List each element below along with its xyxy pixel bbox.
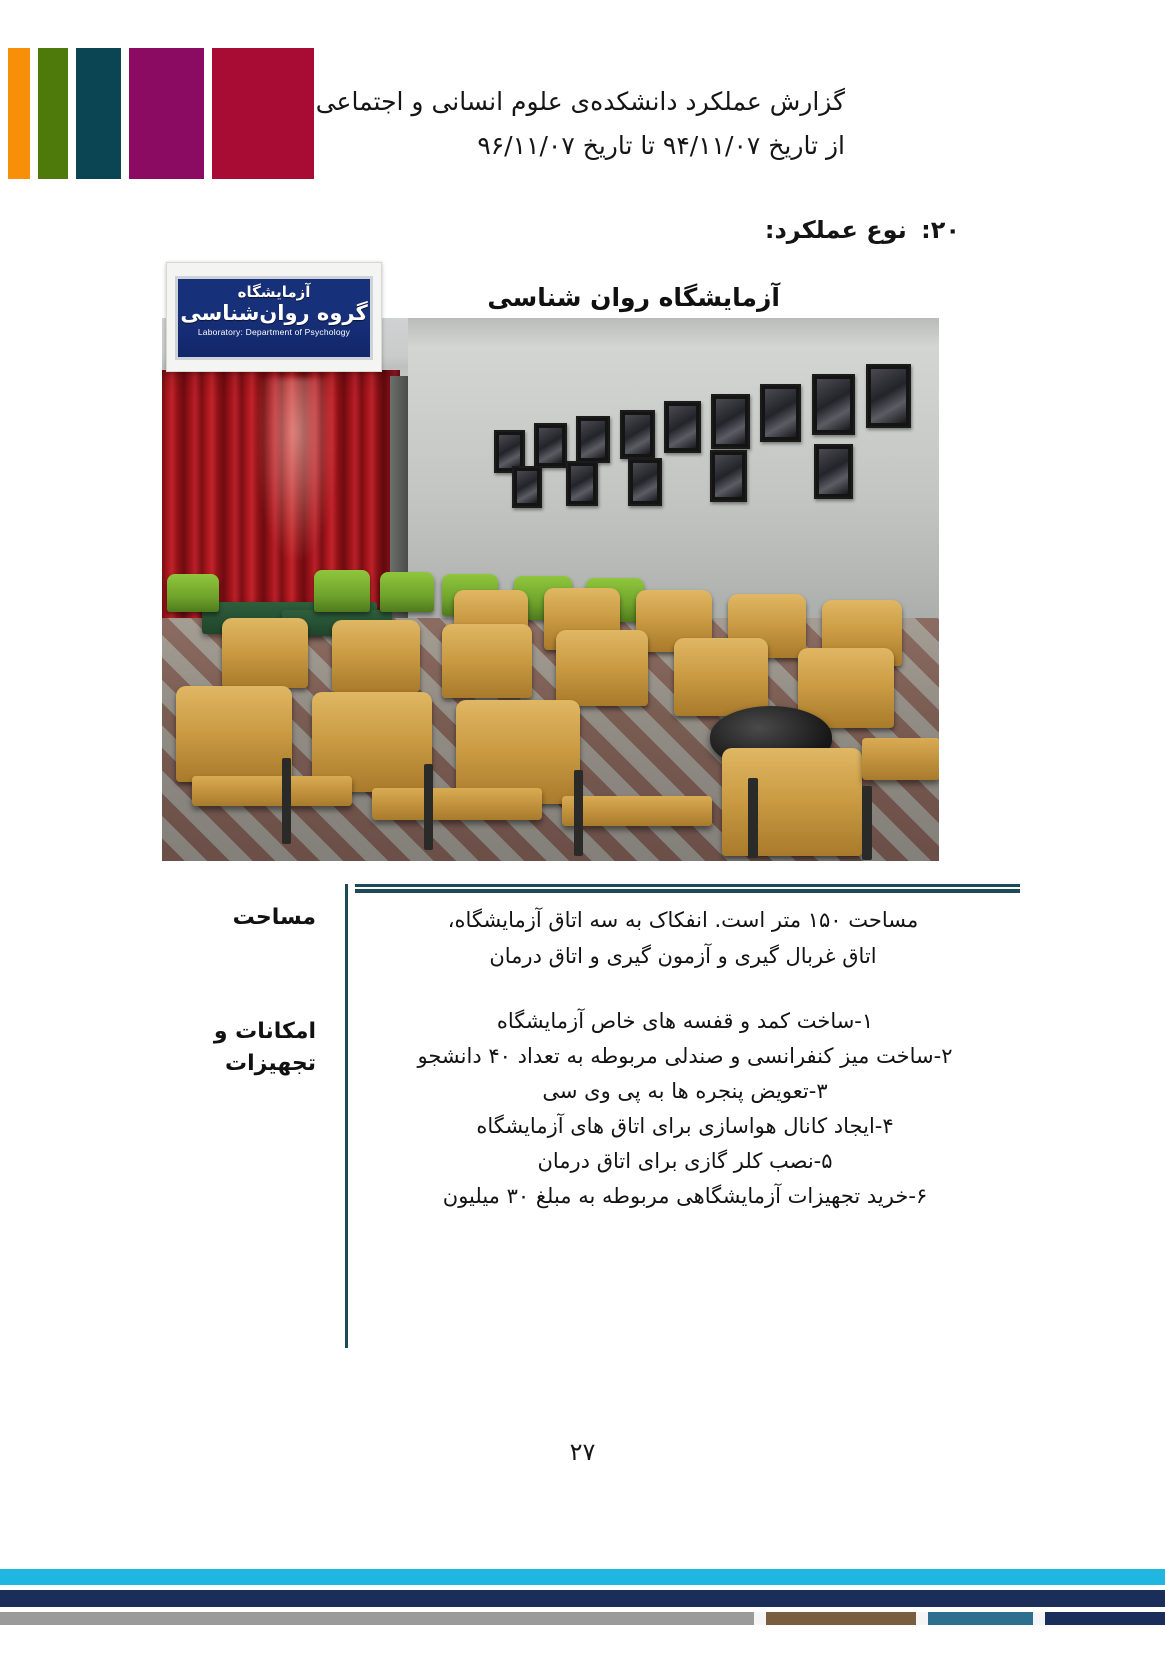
photo-student-desk [674, 638, 768, 716]
table-cell-equipment-value [348, 998, 1020, 1220]
header-title-block [310, 80, 1165, 168]
equipment-item: ۳-تعویض پنجره ها به پی وی سی [542, 1079, 828, 1103]
photo-wall-portrait [664, 401, 701, 453]
photo-wall-portrait [576, 416, 610, 463]
equipment-item: ۴-ایجاد کانال هواسازی برای اتاق های آزمایشگاه [476, 1114, 894, 1138]
table-row [148, 998, 1020, 1220]
page-header [0, 0, 1165, 200]
photo-chair-leg [282, 758, 291, 844]
photo-window-light [257, 378, 335, 558]
section-label: نوع عملکرد: [764, 216, 907, 244]
header-bar-teal [76, 48, 121, 179]
equipment-item: ۲-ساخت میز کنفرانسی و صندلی مربوطه به تعداد ۴۰ دانشجو [417, 1044, 953, 1068]
equipment-item: ۶-خرید تجهیزات آزمایشگاهی مربوطه به مبلغ ۳۰ میلیون [442, 1184, 928, 1208]
table-cell-equipment-label: امکانات و تجهیزات [213, 1019, 316, 1076]
area-line-2: اتاق غربال گیری و آزمون گیری و اتاق درمان [489, 944, 877, 968]
equipment-item: ۱-ساخت کمد و قفسه های خاص آزمایشگاه [496, 1009, 874, 1033]
photo-chair-leg [862, 786, 872, 860]
footer-segment [0, 1612, 754, 1625]
photo-scene [162, 318, 939, 861]
photo-chair-leg [748, 778, 758, 858]
footer-segment [766, 1612, 916, 1625]
footer-segment [916, 1612, 928, 1625]
photo-wall-portrait [534, 423, 567, 468]
lab-sign-line-3: Laboratory: Department of Psychology [197, 327, 351, 337]
area-line-1: مساحت ۱۵۰ متر است. انفکاک به سه اتاق آزمایشگاه، [447, 908, 919, 932]
photo-student-desk [332, 620, 420, 692]
section-index: ۲۰: [921, 216, 960, 244]
photo-desk-surface [372, 788, 542, 820]
footer-segment [1033, 1612, 1045, 1625]
photo-wall-portrait [812, 374, 855, 435]
photo-desk-surface [192, 776, 352, 806]
section-heading [765, 216, 960, 244]
photo-student-desk [176, 686, 292, 782]
footer-segment [928, 1612, 1033, 1625]
footer-bar-navy [0, 1590, 1165, 1607]
header-bar-purple [129, 48, 204, 179]
photo-wall-portrait [711, 394, 750, 449]
table-row [148, 884, 1020, 980]
footer-segment [754, 1612, 766, 1625]
photo-student-desk [722, 748, 862, 856]
header-bar-orange [8, 48, 30, 179]
photo-ceiling-seam [408, 318, 939, 346]
photo-student-desk [556, 630, 648, 706]
equipment-item: ۵-نصب کلر گازی برای اتاق درمان [537, 1149, 833, 1173]
photo-wall-portrait [628, 458, 662, 506]
lab-sign-plate [175, 276, 373, 360]
footer-segment-row [0, 1612, 1165, 1625]
photo-wall-portrait [760, 384, 801, 442]
page-footer [0, 1563, 1165, 1655]
lab-sign-photo [166, 262, 382, 372]
photo-chair-leg [574, 770, 583, 856]
photo-student-desk [442, 624, 532, 698]
photo-green-chair [167, 574, 219, 612]
photo-green-chair [380, 572, 434, 612]
table-cell-area-value [348, 884, 1020, 980]
lab-sign-line-1: آزمایشگاه [237, 283, 311, 301]
header-bar-crimson [212, 48, 314, 179]
info-table [148, 884, 1020, 1220]
lab-title: آزمایشگاه روان شناسی [487, 283, 780, 312]
laboratory-photo [162, 318, 939, 861]
photo-chair-leg [424, 764, 433, 850]
photo-wall-portrait [866, 364, 911, 428]
photo-wall-portrait [566, 461, 598, 506]
photo-student-desk [222, 618, 308, 688]
header-title-line-1: گزارش عملکرد دانشکده‌ی علوم انسانی و اجتماعی [315, 87, 845, 116]
table-cell-area-label: مساحت [232, 905, 316, 930]
footer-segment [1045, 1612, 1165, 1625]
photo-desk-surface [562, 796, 712, 826]
header-bar-green [38, 48, 68, 179]
footer-bar-cyan [0, 1569, 1165, 1585]
photo-green-chair [314, 570, 370, 612]
lab-sign-line-2: گروه روان‌شناسی [180, 301, 368, 325]
header-title-line-2: از تاریخ ۹۴/۱۱/۰۷ تا تاریخ ۹۶/۱۱/۰۷ [477, 131, 845, 160]
photo-wall-portrait [620, 410, 655, 459]
photo-wall-portrait [710, 450, 747, 502]
page-number: ۲۷ [569, 1438, 596, 1466]
footer-white-area [0, 1625, 1165, 1655]
photo-desk-surface [862, 738, 939, 780]
header-color-bars [8, 48, 314, 179]
photo-wall-portrait [814, 444, 853, 499]
photo-wall-portrait [512, 466, 542, 508]
